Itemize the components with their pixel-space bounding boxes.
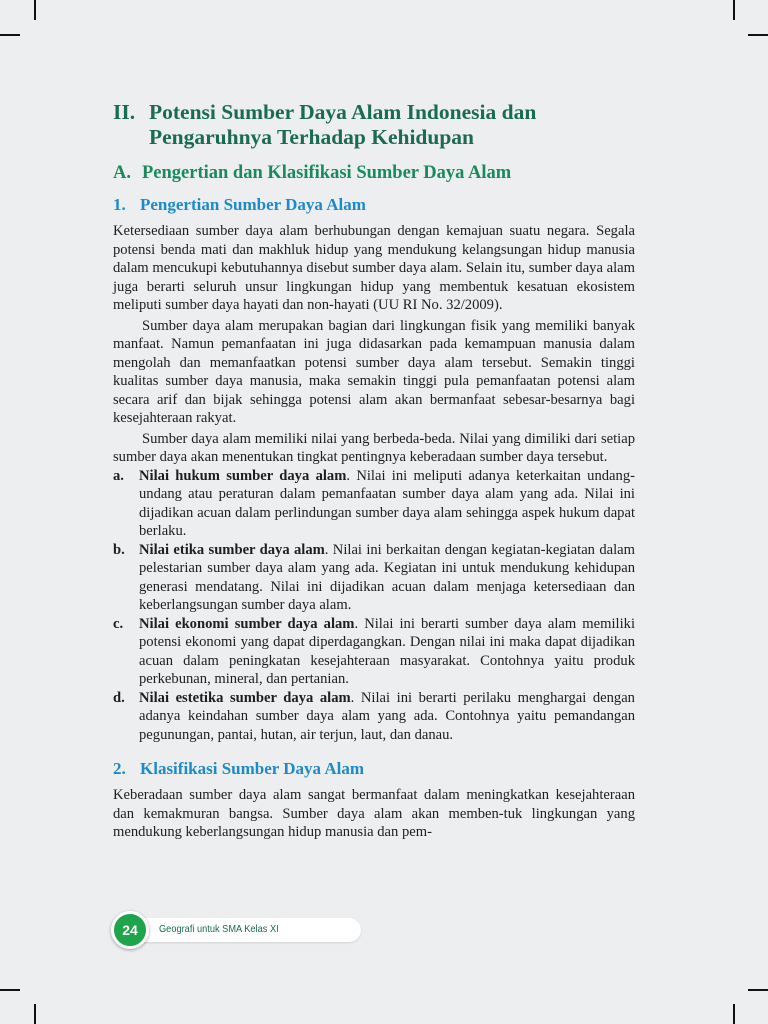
- crop-mark: [748, 34, 768, 36]
- crop-mark: [34, 1004, 36, 1024]
- subsection-title: [113, 194, 635, 216]
- crop-mark: [748, 989, 768, 991]
- page-footer: [111, 911, 361, 949]
- paragraph: Sumber daya alam merupakan bagian dari lingkungan fisik yang memiliki banyak manfaat. Namun pemanfaatan ini juga didasarkan pada kemampuan manusia dalam mengolah dan memanfaatkan potensi sumber daya alam tersebut. Semakin tinggi kualitas sumber daya manusia, maka semakin tinggi pula pemanfaatan potensi alam secara arif dan bijak sehingga potensi alam akan bermanfaat sebesar-besarnya bagi kesejahteraan rakyat.: [113, 317, 635, 426]
- list-item: [113, 615, 635, 689]
- subsection-number: 1.: [113, 195, 126, 214]
- list-marker: c.: [113, 615, 124, 632]
- section-title-text: Pengertian dan Klasifikasi Sumber Daya Alam: [142, 163, 512, 183]
- list-term: Nilai ekonomi sumber daya alam: [139, 615, 355, 632]
- page-number-badge: 24: [111, 911, 149, 949]
- subsection-title-text: Klasifikasi Sumber Daya Alam: [140, 759, 365, 778]
- list-item: [113, 541, 635, 615]
- section-number: A.: [113, 163, 131, 183]
- paragraph: Ketersediaan sumber daya alam berhubungan dengan kemajuan suatu negara. Segala potensi benda mati dan makhluk hidup yang mendukung kelangsungan hidup manusia dalam mencukupi kebutuhannya disebut sumber daya alam. Selain itu, sumber daya alam juga berarti seluruh unsur lingkungan hidup yang membentuk kesatuan ekosistem meliputi sumber daya hayati dan non-hayati (UU RI No. 32/2009).: [113, 223, 635, 313]
- crop-mark: [733, 1004, 735, 1024]
- paragraph: Sumber daya alam memiliki nilai yang berbeda-beda. Nilai yang dimiliki dari setiap sumber daya akan menentukan tingkat pentingnya keberadaan sumber daya tersebut.: [113, 430, 635, 465]
- paragraph: Keberadaan sumber daya alam sangat bermanfaat dalam meningkatkan kesejahteraan dan kemakmuran bangsa. Sumber daya alam akan memben-tuk lingkungan yang mendukung keberlangsungan hidup manusia dan pem-: [113, 787, 635, 840]
- list-term: Nilai hukum sumber daya alam: [139, 467, 347, 484]
- page-content: [113, 100, 635, 842]
- crop-mark: [0, 989, 20, 991]
- subsection-title: [113, 758, 635, 780]
- list-term: Nilai etika sumber daya alam: [139, 541, 325, 558]
- list-term: Nilai estetika sumber daya alam: [139, 689, 351, 706]
- list-text: . Nilai ini berkaitan dengan kegiatan-kegiatan dalam pelestarian sumber daya alam yang ada. Kegiatan ini untuk mendukung kehidupan generasi mendatang. Nilai ini dijadikan acuan dalam menjaga ketersediaan dan keberlangsungan sumber daya alam.: [139, 541, 635, 613]
- section-title: [113, 162, 635, 184]
- chapter-title-text: Potensi Sumber Daya Alam Indonesia dan Pengaruhnya Terhadap Kehidupan: [149, 100, 537, 149]
- list-text: . Nilai ini berarti sumber daya alam memiliki potensi ekonomi yang dapat diperdagangkan. Dengan nilai ini maka dapat dijadikan acuan dalam peningkatan kesejahteraan masyarakat. Contohnya yaitu produk perkebunan, mineral, dan pertanian.: [139, 615, 636, 687]
- crop-mark: [733, 0, 735, 20]
- subsection-number: 2.: [113, 759, 126, 778]
- chapter-title: [113, 100, 635, 150]
- list-marker: b.: [113, 541, 125, 558]
- chapter-number: II.: [113, 100, 136, 124]
- list-text: . Nilai ini berarti perilaku menghargai dengan adanya keindahan sumber daya alam yang ada. Contohnya yaitu pemandangan pegunungan, pantai, hutan, air terjun, laut, dan danau.: [139, 689, 635, 743]
- list-item: [113, 467, 635, 541]
- list-marker: a.: [113, 467, 124, 484]
- crop-mark: [34, 0, 36, 20]
- subsection-title-text: Pengertian Sumber Daya Alam: [140, 195, 366, 214]
- crop-mark: [0, 34, 20, 36]
- list-item: [113, 689, 635, 745]
- list-text: . Nilai ini meliputi adanya keterkaitan undang-undang atau peraturan dalam pemanfaatan sumber daya alam yang ada. Nilai ini dijadikan acuan dalam perlindungan sumber daya alam sehingga aspek hukum dapat berlaku.: [139, 467, 635, 539]
- values-list: [113, 467, 635, 745]
- footer-book-title: Geografi untuk SMA Kelas XI: [159, 923, 279, 935]
- list-marker: d.: [113, 689, 125, 706]
